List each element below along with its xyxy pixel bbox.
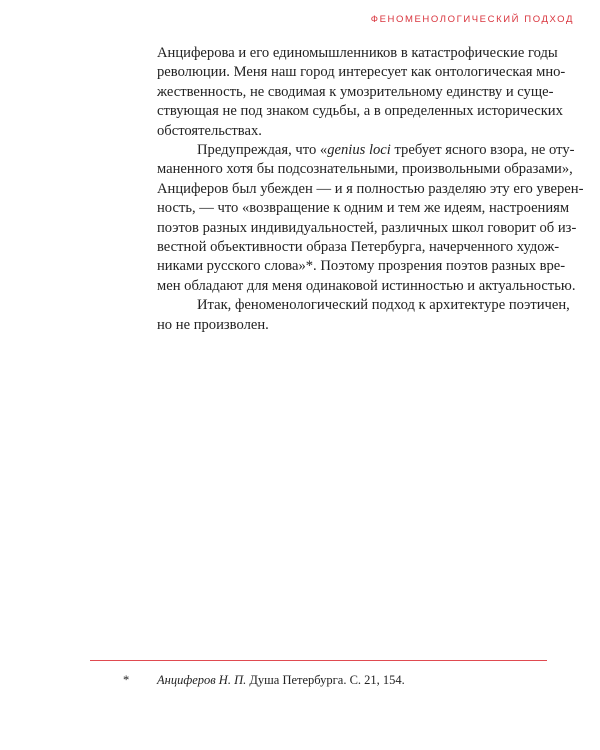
footnote-divider [90, 660, 547, 661]
text-line: обстоятельствах. [157, 122, 262, 139]
footnote-author: Анциферов Н. П. [157, 673, 247, 687]
body-text [157, 44, 584, 335]
text-line: ность, — что «возвращение к одним и тем же идеям, настроениям [157, 200, 570, 217]
text-fragment: требует ясного взора, не оту- [390, 142, 575, 159]
text-fragment: Предупреждая, что « [197, 142, 328, 159]
text-line: маненного хотя бы подсознательными, произвольными образами», [157, 161, 573, 178]
text-line: но не произволен. [157, 316, 269, 333]
text-line: ствующая не под знаком судьбы, а в определенных исторических [157, 103, 563, 120]
text-line: Анциферов был убежден — и я полностью разделяю эту его уверен- [157, 180, 584, 197]
text-line: революции. Меня наш город интересует как онтологическая мно- [157, 64, 566, 81]
text-line: Итак, феноменологический подход к архитектуре поэтичен, [197, 297, 570, 314]
text-line: поэтов разных индивидуальностей, различных школ говорит об из- [157, 219, 577, 236]
text-line: вестной объективности образа Петербурга, начерченного худож- [157, 239, 560, 256]
running-head: ФЕНОМЕНОЛОГИЧЕСКИЙ ПОДХОД [370, 14, 574, 25]
text-line: Анциферова и его единомышленников в катастрофические годы [157, 45, 558, 61]
footnote [123, 673, 405, 688]
footnote-marker: * [123, 673, 130, 687]
footnote-text: Душа Петербурга. С. 21, 154. [246, 673, 405, 687]
text-line: мен обладают для меня одинаковой истинностью и актуальностью. [157, 277, 576, 294]
text-line [157, 141, 575, 160]
text-line: жественность, не сводимая к умозрительному единству и суще- [157, 83, 554, 100]
latin-term: genius loci [327, 142, 391, 159]
text-line: никами русского слова»*. Поэтому прозрения поэтов разных вре- [157, 258, 566, 275]
